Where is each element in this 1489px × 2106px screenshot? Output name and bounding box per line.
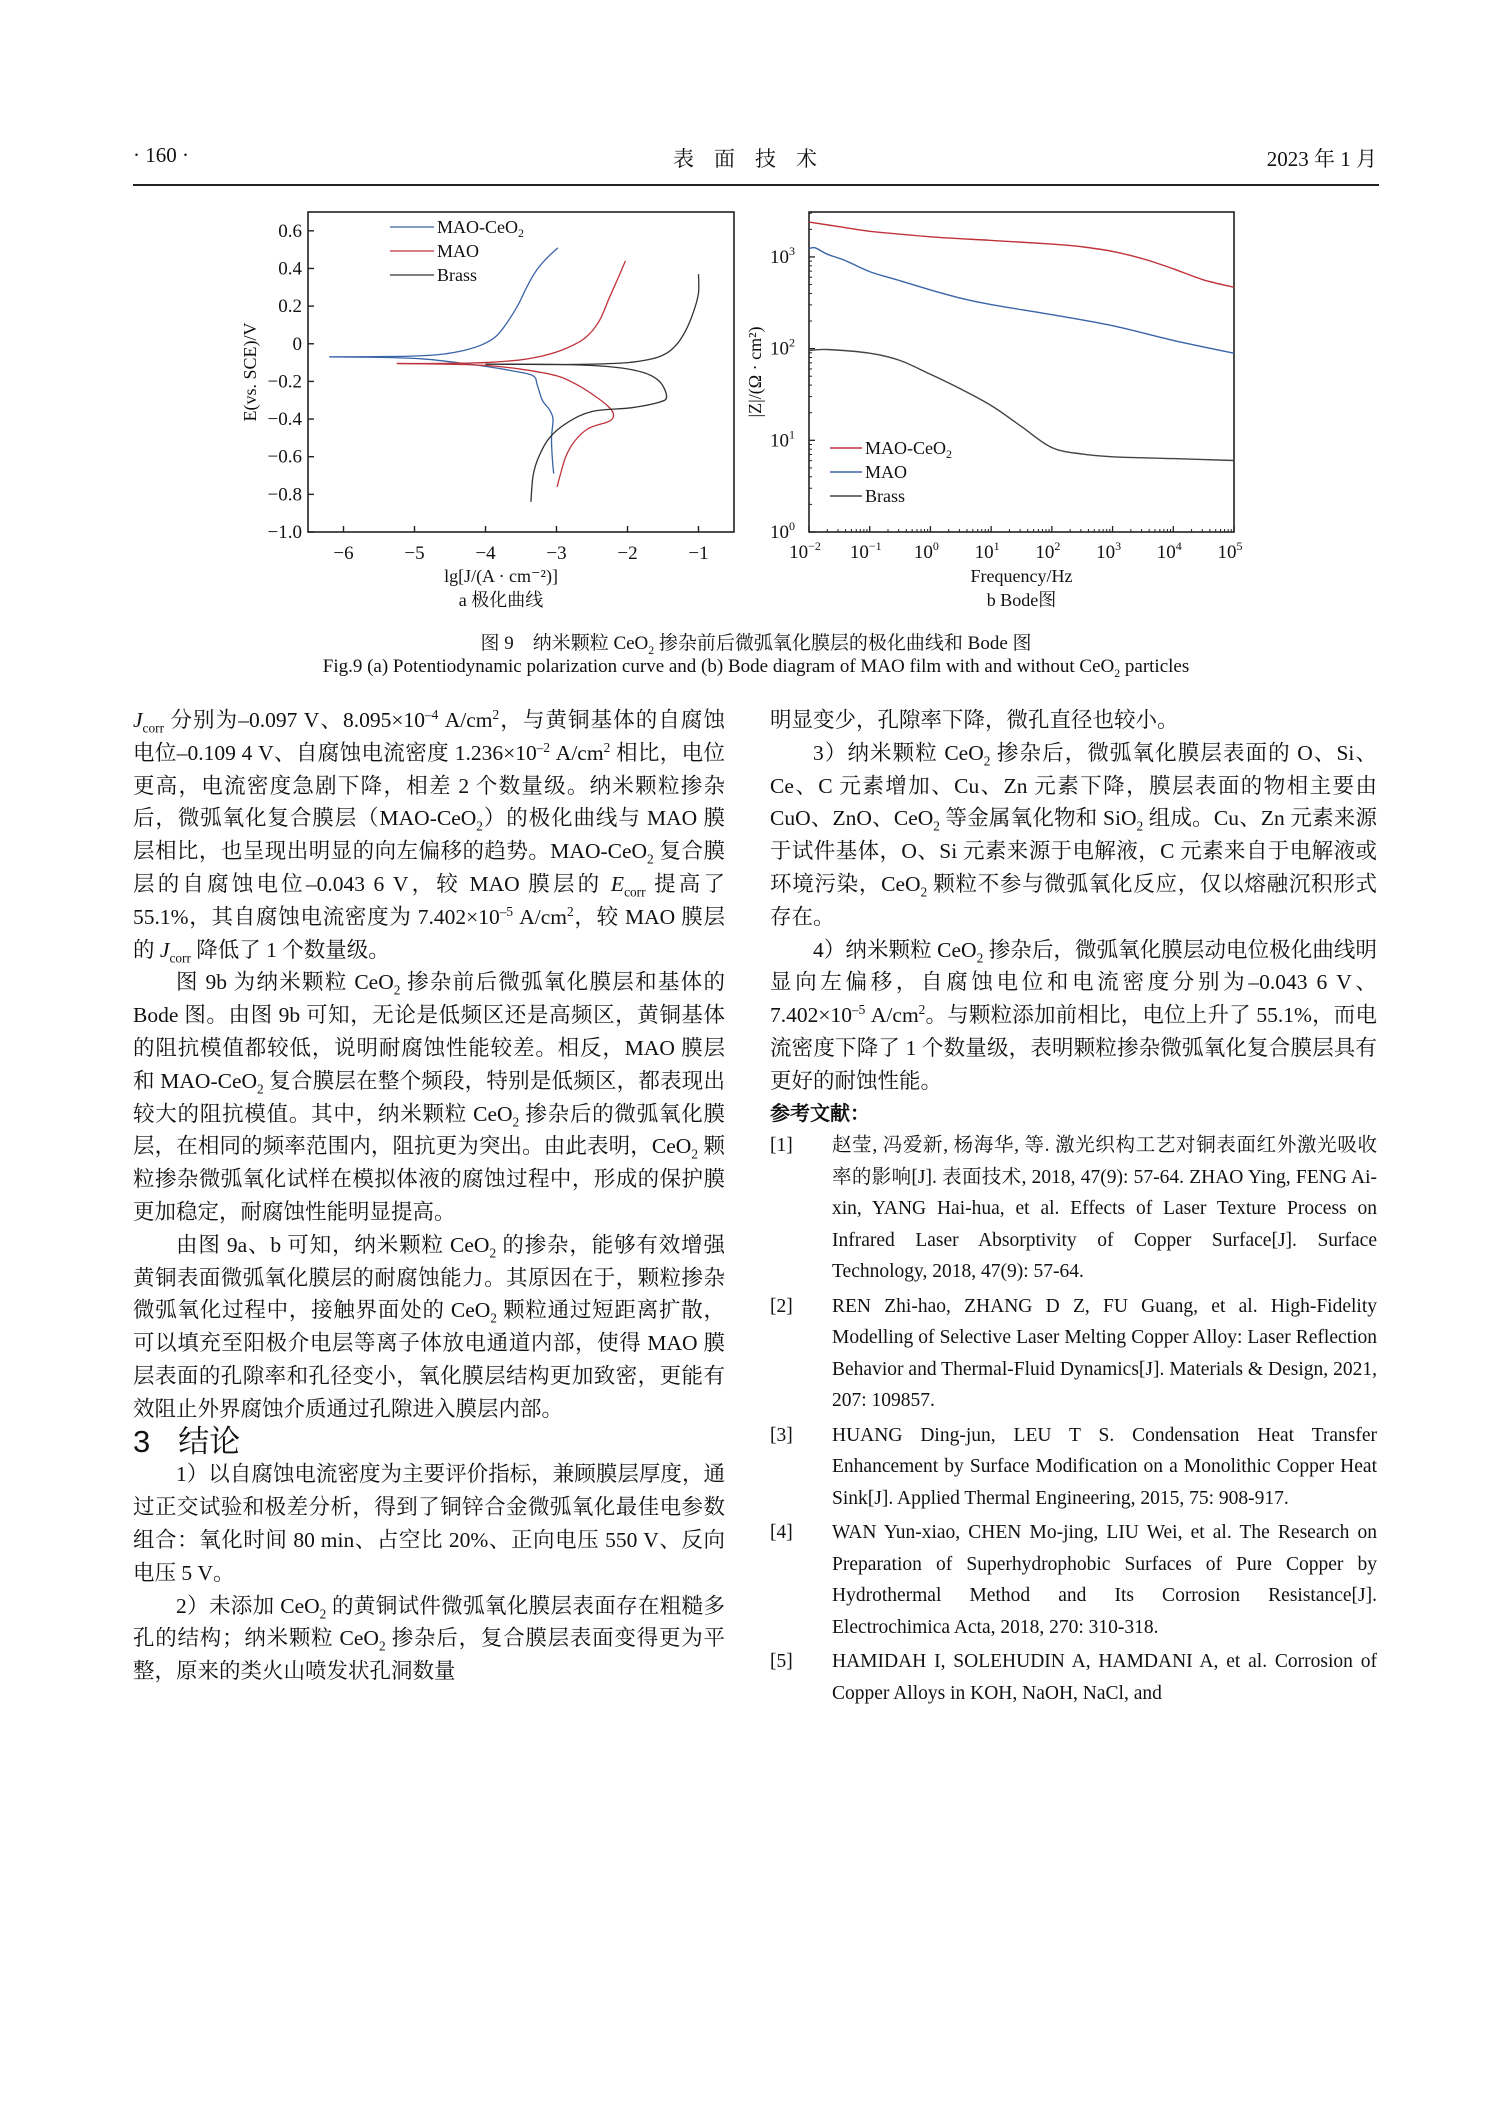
conclusion-item-3: 3）纳米颗粒 CeO$_2$ 掺杂后，微弧氧化膜层表面的 O、Si、Ce、C 元素增加、Cu、Zn 元素下降，膜层表面的物相主要由 CuO、ZnO、CeO$_2$ 等金属氧化物和 SiO$_2$ 组成。Cu、Zn 元素来源于试件基体，O、Si 元素来源于电解液，C 元素来自于电解液或环境污染，CeO$_2$ 颗粒不参与微弧氧化反应，仅以熔融沉积形式存在。 bbox=[770, 740, 1377, 929]
legend-label: MAO-CeO$_2$ bbox=[437, 217, 524, 240]
caption-zh-text: 图 9 纳米颗粒 CeO bbox=[480, 633, 649, 654]
series-line-mao-ceo bbox=[809, 222, 1234, 287]
reference-item bbox=[770, 1517, 1377, 1643]
y-axis-label: E(vs. SCE)/V bbox=[240, 322, 260, 422]
series-line-brass-anodic bbox=[486, 274, 699, 364]
legend-label: MAO bbox=[437, 241, 480, 261]
left-column bbox=[133, 704, 725, 1688]
reference-item bbox=[770, 1420, 1377, 1515]
y-axis-label: |Z|/(Ω · cm²) bbox=[745, 326, 765, 418]
y-tick-label: −1.0 bbox=[267, 522, 302, 543]
x-tick-label: $10^0$ bbox=[913, 539, 939, 563]
reference-number: [3] bbox=[770, 1424, 793, 1446]
y-tick-label: $10^1$ bbox=[770, 427, 795, 452]
x-axis-label: lg[J/(A · cm⁻²)] bbox=[444, 566, 558, 586]
reference-number: [4] bbox=[770, 1522, 793, 1544]
series-line-mao bbox=[809, 247, 1234, 353]
legend-label: Brass bbox=[437, 265, 477, 285]
figure-caption-zh bbox=[133, 628, 1379, 655]
x-tick-label: −5 bbox=[404, 543, 425, 564]
caption-zh-text-end: 掺杂前后微弧氧化膜层的极化曲线和 Bode 图 bbox=[654, 633, 1032, 654]
x-tick-label: $10^3$ bbox=[1096, 539, 1122, 563]
conclusion-item-1: 1）以自腐蚀电流密度为主要评价指标，兼顾膜层厚度，通过正交试验和极差分析，得到了铜锌合金微弧氧化最佳电参数组合：氧化时间 80 min、占空比 20%、正向电压 550 V、反向电压 5 V。 bbox=[133, 1462, 725, 1585]
journal-name: 表面技术 bbox=[673, 147, 837, 171]
series-line-mao-ceo-cathodic bbox=[329, 357, 553, 474]
reference-item bbox=[770, 1646, 1377, 1709]
x-tick-label: $10^{-2}$ bbox=[789, 539, 821, 563]
y-tick-label: −0.2 bbox=[267, 371, 302, 393]
y-tick-label: 0 bbox=[292, 333, 302, 355]
y-tick-label: −0.4 bbox=[267, 409, 302, 431]
y-tick-label: 0.4 bbox=[278, 258, 302, 280]
reference-text: HAMIDAH I, SOLEHUDIN A, HAMDANI A, et al. Corrosion of Copper Alloys in KOH, NaOH, NaCl, and bbox=[832, 1651, 1377, 1704]
y-tick-label: −0.6 bbox=[267, 446, 302, 468]
bode-chart bbox=[740, 195, 1280, 615]
caption-en-text-end: particles bbox=[1120, 656, 1190, 677]
series-line-mao-cathodic bbox=[397, 364, 614, 487]
x-tick-label: $10^1$ bbox=[974, 539, 1000, 563]
y-tick-label: −0.8 bbox=[267, 484, 302, 506]
polarization-chart bbox=[230, 195, 750, 615]
reference-item bbox=[770, 1130, 1377, 1288]
x-axis-label: Frequency/Hz bbox=[970, 566, 1073, 586]
x-tick-label: −6 bbox=[333, 543, 354, 564]
section-title: 结论 bbox=[178, 1423, 241, 1459]
conclusion-item-2: 2）未添加 CeO$_2$ 的黄铜试件微弧氧化膜层表面存在粗糙多孔的结构；纳米颗粒 CeO$_2$ 掺杂后，复合膜层表面变得更为平整，原来的类火山喷发状孔洞数量 bbox=[133, 1593, 725, 1684]
reference-number: [1] bbox=[770, 1135, 793, 1157]
y-tick-label: 0.6 bbox=[278, 220, 302, 242]
x-tick-label: −3 bbox=[546, 543, 567, 564]
reference-text: HUANG Ding-jun, LEU T S. Condensation Heat Transfer Enhancement by Surface Modification on a Monolithic Copper Heat Sink[J]. Applied Thermal Engineering, 2015, 75: 908-917. bbox=[832, 1424, 1377, 1509]
caption-en-subscript: 2 bbox=[1114, 666, 1121, 680]
y-tick-label: 0.2 bbox=[278, 296, 302, 318]
chart-title: a 极化曲线 bbox=[458, 590, 544, 610]
x-tick-label: −2 bbox=[617, 543, 638, 564]
caption-zh-subscript: 2 bbox=[648, 643, 655, 657]
series-line-mao-anodic bbox=[397, 261, 626, 364]
right-column bbox=[770, 704, 1377, 1712]
x-tick-label: −4 bbox=[475, 543, 496, 564]
chart-title: b Bode图 bbox=[986, 590, 1057, 610]
x-tick-label: $10^5$ bbox=[1217, 539, 1243, 563]
x-tick-label: $10^4$ bbox=[1156, 539, 1182, 563]
reference-number: [2] bbox=[770, 1295, 793, 1317]
x-tick-label: $10^2$ bbox=[1035, 539, 1061, 563]
section-number: 3 bbox=[133, 1423, 151, 1459]
legend-label: MAO-CeO$_2$ bbox=[865, 438, 952, 461]
x-tick-label: −1 bbox=[688, 543, 709, 564]
y-tick-label: $10^0$ bbox=[770, 519, 795, 543]
paragraph-mechanism: 由图 9a、b 可知，纳米颗粒 CeO$_2$ 的掺杂，能够有效增强黄铜表面微弧氧化膜层的耐腐蚀能力。其原因在于，颗粒掺杂微弧氧化过程中，接触界面处的 CeO$_2$ 颗粒通过短距离扩散，可以填充至阳极介电层等离子体放电通道内部，使得 MAO 膜层表面的孔隙率和孔径变小，氧化膜层结构更加致密，更能有效阻止外界腐蚀介质通过孔隙进入膜层内部。 bbox=[133, 1232, 725, 1421]
legend-label: Brass bbox=[865, 486, 905, 506]
reference-text: REN Zhi-hao, ZHANG D Z, FU Guang, et al. High-Fidelity Modelling of Selective Laser Melting Copper Alloy: Laser Reflection Behavior and Thermal-Fluid Dynamics[J]. Materials & Design, 2021, 207: 109857. bbox=[832, 1295, 1377, 1412]
legend-label: MAO bbox=[865, 462, 908, 482]
reference-item bbox=[770, 1291, 1377, 1417]
section-heading bbox=[133, 1423, 725, 1459]
paragraph-polarization-results: $J_{corr}$ 分别为–0.097 V、$8.095\times 10^{-4}$ $A/cm^2$，与黄铜基体的自腐蚀电位–0.109 4 V、自腐蚀电流密度 $1.236\times 10^{-2}$ $A/cm^2$ 相比，电位更高，电流密度急剧下降，相差 2 个数量级。纳米颗粒掺杂后，微弧氧化复合膜层（MAO-CeO$_2$）的极化曲线与 MAO 膜层相比，也呈现出明显的向左偏移的趋势。MAO-CeO$_2$ 复合膜层的自腐蚀电位–0.043 6 V，较 MAO 膜层的 $E_{corr}$ 提高了 55.1%，其自腐蚀电流密度为 $7.402\times 10^{-5}$ $A/cm^2$，较 MAO 膜层的 $J_{corr}$ 降低了 1 个数量级。 bbox=[133, 706, 725, 965]
reference-text: WAN Yun-xiao, CHEN Mo-jing, LIU Wei, et al. The Research on Preparation of Superhydrophobic Surfaces of Pure Copper by Hydrothermal Method and Its Corrosion Resistance[J]. Electrochimica Acta, 2018, 270: 310-318. bbox=[832, 1522, 1377, 1638]
figure-caption-en bbox=[133, 656, 1379, 678]
conclusion-item-4: 4）纳米颗粒 CeO$_2$ 掺杂后，微弧氧化膜层动电位极化曲线明显向左偏移，自腐蚀电位和电流密度分别为–0.043 6 V、$7.402\times 10^{-5}$ $A/cm^2$。与颗粒添加前相比，电位上升了 55.1%，而电流密度下降了 1 个数量级，表明颗粒掺杂微弧氧化复合膜层具有更好的耐蚀性能。 bbox=[770, 937, 1377, 1093]
caption-en-text: Fig.9 (a) Potentiodynamic polarization curve and (b) Bode diagram of MAO film with and without CeO bbox=[322, 656, 1115, 677]
issue-date: 2023 年 1 月 bbox=[1266, 147, 1377, 171]
reference-number: [5] bbox=[770, 1651, 793, 1673]
x-tick-label: $10^{-1}$ bbox=[849, 539, 882, 563]
paragraph-bode-analysis: 图 9b 为纳米颗粒 CeO$_2$ 掺杂前后微弧氧化膜层和基体的 Bode 图。由图 9b 可知，无论是低频区还是高频区，黄铜基体的阻抗模值都较低，说明耐腐蚀性能较差。相反，MAO 膜层和 MAO-CeO$_2$ 复合膜层在整个频段，特别是低频区，都表现出较大的阻抗模值。其中，纳米颗粒 CeO$_2$ 掺杂后的微弧氧化膜层，在相同的频率范围内，阻抗更为突出。由此表明，CeO$_2$ 颗粒掺杂微弧氧化试样在模拟体液的腐蚀过程中，形成的保护膜更加稳定，耐腐蚀性能明显提高。 bbox=[133, 970, 725, 1224]
y-tick-label: $10^2$ bbox=[770, 335, 795, 360]
references-heading: 参考文献： bbox=[770, 1102, 870, 1125]
reference-text: 赵莹, 冯爱新, 杨海华, 等. 激光织构工艺对铜表面红外激光吸收率的影响[J]. 表面技术, 2018, 47(9): 57-64. ZHAO Ying, FENG Ai-xin, YANG Hai-hua, et al. Effects of Laser Texture Process on Infrared Laser Absorptivity of Copper Surface[J]. Surface Technology, 2018, 47(9): 57-64. bbox=[832, 1135, 1377, 1283]
y-tick-label: $10^3$ bbox=[770, 243, 795, 268]
reference-list bbox=[770, 1130, 1377, 1709]
conclusion-item-2-continued: 明显变少，孔隙率下降，微孔直径也较小。 bbox=[770, 708, 1179, 732]
running-header bbox=[133, 143, 1377, 171]
header-rule bbox=[133, 184, 1379, 186]
plot-frame bbox=[809, 212, 1234, 532]
page-number: · 160 · bbox=[133, 143, 189, 167]
